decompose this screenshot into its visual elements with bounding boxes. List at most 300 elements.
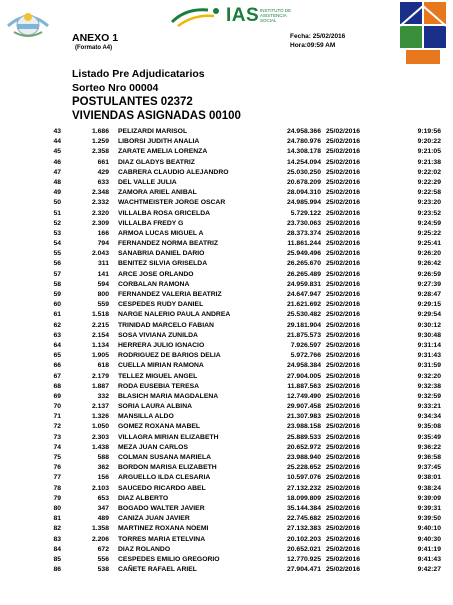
row-amount: 21.307.983 <box>286 413 321 421</box>
row-time: 9:28:47 <box>417 291 441 298</box>
row-date: 25/02/2016 <box>326 494 361 502</box>
row-code: 1.905 <box>91 352 109 360</box>
row-amount: 11.887.563 <box>287 382 321 390</box>
list-row <box>0 178 453 188</box>
row-date: 25/02/2016 <box>326 484 361 492</box>
row-code: 166 <box>97 229 109 237</box>
row-name: DEL VALLE JULIA <box>118 178 177 186</box>
row-code: 633 <box>97 178 109 186</box>
row-time: 9:41:19 <box>417 545 441 553</box>
provincial-crest-logo <box>4 4 52 40</box>
row-order-number: 68 <box>53 382 61 390</box>
row-code: 2.103 <box>91 484 109 492</box>
row-code: 1.326 <box>91 413 109 421</box>
row-date: 25/02/2016 <box>326 209 361 217</box>
row-name: SOSA VIVIANA ZUNILDA <box>118 331 198 339</box>
list-row <box>0 259 453 269</box>
row-date: 25/02/2016 <box>326 240 361 248</box>
row-name: MANSILLA ALDO <box>118 413 174 421</box>
list-row <box>0 504 453 514</box>
row-amount: 27.904.005 <box>286 372 321 380</box>
row-name: LIBORSI JUDITH ANALIA <box>118 138 200 146</box>
row-amount: 29.907.458 <box>286 403 321 411</box>
row-order-number: 55 <box>53 250 61 258</box>
row-order-number: 67 <box>53 372 61 380</box>
row-order-number: 76 <box>53 464 61 472</box>
row-name: FERNANDEZ VALERIA BEATRIZ <box>118 291 222 298</box>
row-order-number: 74 <box>53 443 61 451</box>
list-row <box>0 392 453 402</box>
row-time: 9:30:12 <box>417 321 441 329</box>
row-amount: 28.373.374 <box>286 229 321 237</box>
row-time: 9:26:59 <box>417 270 441 278</box>
row-time: 9:40:10 <box>417 525 441 533</box>
row-date: 25/02/2016 <box>326 321 361 329</box>
row-code: 1.134 <box>91 341 109 349</box>
row-code: 332 <box>97 392 109 400</box>
row-code: 594 <box>97 280 109 288</box>
row-name: ARGUELLO ILDA CLESARIA <box>118 474 211 482</box>
row-amount: 26.265.670 <box>286 260 321 268</box>
list-row <box>0 535 453 545</box>
list-row <box>0 321 453 331</box>
row-amount: 5.729.122 <box>290 209 321 217</box>
row-name: TORRES MARIA ETELVINA <box>118 535 206 543</box>
row-code: 1.259 <box>91 138 109 146</box>
adjudicatarios-list <box>0 127 453 575</box>
row-amount: 24.958.384 <box>286 362 321 370</box>
row-date: 25/02/2016 <box>326 250 361 258</box>
row-code: 489 <box>97 515 109 523</box>
ias-swoosh-logo <box>168 2 226 30</box>
row-code: 556 <box>97 555 109 563</box>
date-time-block <box>290 32 345 50</box>
row-date: 25/02/2016 <box>326 403 361 411</box>
row-order-number: 77 <box>53 474 61 482</box>
row-code: 1.358 <box>91 525 109 533</box>
row-code: 618 <box>97 362 109 370</box>
row-order-number: 57 <box>53 270 61 278</box>
row-order-number: 44 <box>53 138 61 146</box>
list-row <box>0 147 453 157</box>
row-order-number: 48 <box>53 178 61 186</box>
row-date: 25/02/2016 <box>326 352 361 360</box>
row-time: 9:35:49 <box>417 433 441 441</box>
row-code: 362 <box>97 464 109 472</box>
row-amount: 24.958.366 <box>286 128 321 135</box>
row-code: 538 <box>97 566 109 574</box>
list-row <box>0 524 453 534</box>
row-date: 25/02/2016 <box>326 535 361 543</box>
row-date: 25/02/2016 <box>326 372 361 380</box>
row-time: 9:33:21 <box>417 403 441 411</box>
row-date: 25/02/2016 <box>326 555 361 563</box>
row-code: 588 <box>97 454 109 461</box>
row-date: 25/02/2016 <box>326 189 361 197</box>
row-amount: 27.132.232 <box>286 484 321 492</box>
row-time: 9:21:38 <box>417 158 441 166</box>
row-order-number: 47 <box>53 168 61 176</box>
row-name: VILLALBA ROSA GRICELDA <box>118 209 211 217</box>
row-order-number: 85 <box>53 555 61 563</box>
row-time: 9:22:02 <box>417 168 441 176</box>
row-code: 1.887 <box>91 382 109 390</box>
row-amount: 20.102.203 <box>286 535 321 543</box>
row-time: 9:23:20 <box>417 199 441 207</box>
row-date: 25/02/2016 <box>326 168 361 176</box>
row-date: 25/02/2016 <box>326 301 361 309</box>
hora-line: Hora:09:59 AM <box>290 42 336 49</box>
row-code: 653 <box>97 494 109 502</box>
row-order-number: 72 <box>53 423 61 431</box>
row-date: 25/02/2016 <box>326 566 361 574</box>
fecha-line: Fecha: 25/02/2016 <box>290 33 346 40</box>
row-date: 25/02/2016 <box>326 454 361 461</box>
row-amount: 5.972.766 <box>290 352 321 360</box>
row-order-number: 63 <box>53 331 61 339</box>
list-row <box>0 565 453 575</box>
row-order-number: 80 <box>53 504 61 512</box>
row-time: 9:20:22 <box>417 138 441 146</box>
row-date: 25/02/2016 <box>326 392 361 400</box>
row-time: 9:29:15 <box>417 301 441 309</box>
row-time: 9:22:58 <box>417 189 441 197</box>
row-name: SORIA LAURA ALBINA <box>118 403 193 411</box>
list-row <box>0 484 453 494</box>
row-name: ARCE JOSE ORLANDO <box>118 270 194 278</box>
row-amount: 24.985.994 <box>286 199 321 207</box>
applicants-count: POSTULANTES 02372 <box>72 96 193 108</box>
row-time: 9:39:50 <box>417 515 441 523</box>
row-amount: 25.530.482 <box>286 311 321 319</box>
row-order-number: 46 <box>53 158 61 166</box>
row-name: CANIZA JUAN JAVIER <box>118 515 190 523</box>
report-heading <box>72 67 241 123</box>
row-name: CESPEDES EMILIO GREGORIO <box>118 555 220 563</box>
row-time: 9:31:43 <box>417 352 441 360</box>
row-order-number: 70 <box>53 403 61 411</box>
row-code: 2.332 <box>91 199 109 207</box>
row-amount: 20.678.209 <box>286 178 321 186</box>
row-code: 2.179 <box>91 372 109 380</box>
row-time: 9:26:42 <box>417 260 441 268</box>
list-row <box>0 453 453 463</box>
row-code: 1.518 <box>91 311 109 319</box>
row-code: 2.309 <box>91 219 109 227</box>
row-date: 25/02/2016 <box>326 260 361 268</box>
row-code: 672 <box>97 545 109 553</box>
row-order-number: 43 <box>53 128 61 135</box>
row-date: 25/02/2016 <box>326 423 361 431</box>
row-order-number: 49 <box>53 189 61 197</box>
row-date: 25/02/2016 <box>326 464 361 472</box>
row-amount: 29.181.904 <box>286 321 321 329</box>
row-name: PELIZARDI MARISOL <box>118 128 188 135</box>
row-name: CUELLA MIRIAN RAMONA <box>118 362 204 370</box>
row-name: DIAZ ROLANDO <box>118 545 171 553</box>
row-code: 794 <box>97 240 109 248</box>
list-title: Listado Pre Adjudicatarios <box>72 68 205 80</box>
row-name: ARMOA LUCAS MIGUEL A <box>118 229 204 237</box>
row-time: 9:39:09 <box>417 494 441 502</box>
row-order-number: 78 <box>53 484 61 492</box>
row-order-number: 61 <box>53 311 61 319</box>
row-order-number: 54 <box>53 240 61 248</box>
list-row <box>0 188 453 198</box>
row-time: 9:19:56 <box>417 128 441 135</box>
row-order-number: 60 <box>53 301 61 309</box>
row-order-number: 75 <box>53 454 61 461</box>
list-row <box>0 433 453 443</box>
row-date: 25/02/2016 <box>326 128 361 135</box>
row-name: RODRIGUEZ DE BARIOS DELIA <box>118 352 221 360</box>
list-row <box>0 219 453 229</box>
row-time: 9:21:05 <box>417 148 441 156</box>
row-code: 2.320 <box>91 209 109 217</box>
row-date: 25/02/2016 <box>326 148 361 156</box>
row-date: 25/02/2016 <box>326 199 361 207</box>
annex-title: ANEXO 1 <box>72 32 119 44</box>
row-amount: 26.265.489 <box>286 270 321 278</box>
row-name: CORBALAN RAMONA <box>118 280 190 288</box>
row-date: 25/02/2016 <box>326 545 361 553</box>
list-row <box>0 402 453 412</box>
row-name: BORDON MARISA ELIZABETH <box>118 464 217 472</box>
row-order-number: 86 <box>53 566 61 574</box>
row-time: 9:29:54 <box>417 311 441 319</box>
row-code: 2.215 <box>91 321 109 329</box>
row-name: SAUCEDO RICARDO ABEL <box>118 484 206 492</box>
row-date: 25/02/2016 <box>326 413 361 421</box>
list-row <box>0 412 453 422</box>
list-row <box>0 341 453 351</box>
list-row <box>0 229 453 239</box>
row-name: TELLEZ MIGUEL ANGEL <box>118 372 198 380</box>
list-row <box>0 361 453 371</box>
row-code: 661 <box>97 158 109 166</box>
row-date: 25/02/2016 <box>326 270 361 278</box>
row-code: 800 <box>97 291 109 298</box>
row-name: TRINIDAD MARCELO FABIAN <box>118 321 214 329</box>
row-name: VILLAGRA MIRIAN ELIZABETH <box>118 433 219 441</box>
list-row <box>0 158 453 168</box>
row-name: RODA EUSEBIA TERESA <box>118 382 200 390</box>
row-time: 9:38:01 <box>417 474 441 482</box>
row-time: 9:30:48 <box>417 331 441 339</box>
ias-brand-name: IAS <box>226 5 260 26</box>
row-time: 9:37:45 <box>417 464 441 472</box>
row-date: 25/02/2016 <box>326 280 361 288</box>
row-code: 1.050 <box>91 423 109 431</box>
row-name: CABRERA CLAUDIO ALEJANDRO <box>118 168 229 176</box>
row-name: ZARATE AMELIA LORENZA <box>118 148 208 156</box>
row-amount: 23.730.063 <box>286 219 321 227</box>
list-row <box>0 372 453 382</box>
row-order-number: 53 <box>53 229 61 237</box>
list-row <box>0 494 453 504</box>
list-row <box>0 270 453 280</box>
list-row <box>0 198 453 208</box>
row-order-number: 83 <box>53 535 61 543</box>
list-row <box>0 514 453 524</box>
row-amount: 20.652.021 <box>286 545 321 553</box>
row-amount: 10.597.076 <box>286 474 321 482</box>
row-name: COLMAN SUSANA MARIELA <box>118 454 212 461</box>
row-code: 2.206 <box>91 535 109 543</box>
row-amount: 35.144.384 <box>286 504 321 512</box>
row-order-number: 62 <box>53 321 61 329</box>
row-code: 2.303 <box>91 433 109 441</box>
row-time: 9:24:59 <box>417 219 441 227</box>
row-amount: 21.621.692 <box>286 301 321 309</box>
row-order-number: 69 <box>53 392 61 400</box>
row-time: 9:23:52 <box>417 209 441 217</box>
row-date: 25/02/2016 <box>326 504 361 512</box>
row-time: 9:40:30 <box>417 535 441 543</box>
list-row <box>0 473 453 483</box>
row-amount: 24.647.947 <box>286 291 321 298</box>
row-amount: 23.988.940 <box>286 454 321 461</box>
row-name: FERNANDEZ NORMA BEATRIZ <box>118 240 219 248</box>
row-amount: 25.889.533 <box>286 433 321 441</box>
row-order-number: 64 <box>53 341 61 349</box>
row-date: 25/02/2016 <box>326 229 361 237</box>
list-row <box>0 463 453 473</box>
row-order-number: 84 <box>53 545 61 553</box>
row-time: 9:31:59 <box>417 362 441 370</box>
row-amount: 11.861.244 <box>287 240 321 248</box>
row-name: HERRERA JULIO IGNACIO <box>118 341 205 349</box>
row-order-number: 51 <box>53 209 61 217</box>
row-code: 1.438 <box>91 443 109 451</box>
row-code: 2.348 <box>91 189 109 197</box>
row-date: 25/02/2016 <box>326 341 361 349</box>
list-row <box>0 300 453 310</box>
row-amount: 27.132.383 <box>286 525 321 533</box>
list-row <box>0 443 453 453</box>
assigned-homes-count: VIVIENDAS ASIGNADAS 00100 <box>72 110 241 122</box>
row-amount: 24.959.831 <box>286 280 321 288</box>
row-order-number: 52 <box>53 219 61 227</box>
row-name: WACHTMEISTER JORGE OSCAR <box>118 199 226 207</box>
row-date: 25/02/2016 <box>326 474 361 482</box>
row-amount: 25.030.250 <box>286 168 321 176</box>
row-time: 9:39:31 <box>417 504 441 512</box>
list-row <box>0 290 453 300</box>
row-code: 2.154 <box>91 331 109 339</box>
row-amount: 25.228.652 <box>286 464 321 472</box>
row-order-number: 73 <box>53 433 61 441</box>
row-amount: 20.652.972 <box>286 443 321 451</box>
row-date: 25/02/2016 <box>326 291 361 298</box>
row-date: 25/02/2016 <box>326 331 361 339</box>
row-code: 559 <box>97 301 109 309</box>
list-row <box>0 280 453 290</box>
row-time: 9:27:39 <box>417 280 441 288</box>
list-row <box>0 310 453 320</box>
row-time: 9:22:29 <box>417 178 441 186</box>
row-date: 25/02/2016 <box>326 362 361 370</box>
row-code: 2.358 <box>91 148 109 156</box>
list-row <box>0 209 453 219</box>
row-time: 9:35:08 <box>417 423 441 431</box>
ias-brand-subtitle: INSTITUTO DE ASISTENCIA SOCIAL <box>260 8 292 23</box>
row-time: 9:36:22 <box>417 443 441 451</box>
row-time: 9:42:27 <box>417 566 441 574</box>
list-row <box>0 137 453 147</box>
annex-subtitle: (Formato A4) <box>75 45 113 51</box>
row-order-number: 79 <box>53 494 61 502</box>
row-code: 2.137 <box>91 403 109 411</box>
row-order-number: 66 <box>53 362 61 370</box>
row-order-number: 82 <box>53 525 61 533</box>
row-code: 2.043 <box>91 250 109 258</box>
row-name: SANABRIA DANIEL DARIO <box>118 250 205 258</box>
list-row <box>0 382 453 392</box>
row-amount: 27.904.471 <box>286 566 321 574</box>
row-name: DIAZ ALBERTO <box>118 494 169 502</box>
row-name: CESPEDES RUDY DANIEL <box>118 301 204 309</box>
row-amount: 28.094.310 <box>286 189 321 197</box>
row-name: DIAZ GLADYS BEATRIZ <box>118 158 195 166</box>
row-time: 9:34:34 <box>417 413 441 421</box>
row-name: VILLALBA FREDY G <box>118 219 184 227</box>
row-name: ZAMORA ARIEL ANIBAL <box>118 189 197 197</box>
list-row <box>0 127 453 137</box>
row-amount: 25.949.496 <box>286 250 321 258</box>
row-name: CAÑETE RAFAEL ARIEL <box>118 566 197 574</box>
row-date: 25/02/2016 <box>326 515 361 523</box>
row-order-number: 81 <box>53 515 61 523</box>
row-order-number: 71 <box>53 413 61 421</box>
row-code: 347 <box>97 504 109 512</box>
row-time: 9:31:14 <box>417 341 441 349</box>
row-name: MARTINEZ ROXANA NOEMI <box>118 525 209 533</box>
row-time: 9:26:20 <box>417 250 441 258</box>
row-time: 9:25:41 <box>417 240 441 248</box>
list-row <box>0 239 453 249</box>
row-time: 9:36:58 <box>417 454 441 461</box>
row-name: BENITEZ SILVIA GRISELDA <box>118 260 208 268</box>
row-time: 9:32:38 <box>417 382 441 390</box>
list-row <box>0 351 453 361</box>
row-time: 9:32:20 <box>417 372 441 380</box>
draw-number: Sorteo Nro 00004 <box>72 82 159 94</box>
list-row <box>0 168 453 178</box>
row-amount: 14.254.094 <box>286 158 321 166</box>
row-name: MEZA JUAN CARLOS <box>118 443 188 451</box>
row-date: 25/02/2016 <box>326 138 361 146</box>
row-amount: 21.875.573 <box>286 331 321 339</box>
row-order-number: 65 <box>53 352 61 360</box>
row-order-number: 56 <box>53 260 61 268</box>
row-amount: 22.745.682 <box>286 515 321 523</box>
row-amount: 23.988.158 <box>286 423 321 431</box>
row-name: BOGADO WALTER JAVIER <box>118 504 205 512</box>
row-time: 9:32:59 <box>417 392 441 400</box>
row-time: 9:38:24 <box>417 484 441 492</box>
row-date: 25/02/2016 <box>326 382 361 390</box>
row-amount: 12.770.925 <box>286 555 321 563</box>
row-amount: 7.926.597 <box>290 341 321 349</box>
row-amount: 14.308.178 <box>286 148 321 156</box>
row-order-number: 50 <box>53 199 61 207</box>
row-time: 9:25:22 <box>417 229 441 237</box>
list-row <box>0 555 453 565</box>
row-code: 311 <box>98 260 109 268</box>
list-row <box>0 249 453 259</box>
row-time: 9:41:43 <box>417 555 441 563</box>
